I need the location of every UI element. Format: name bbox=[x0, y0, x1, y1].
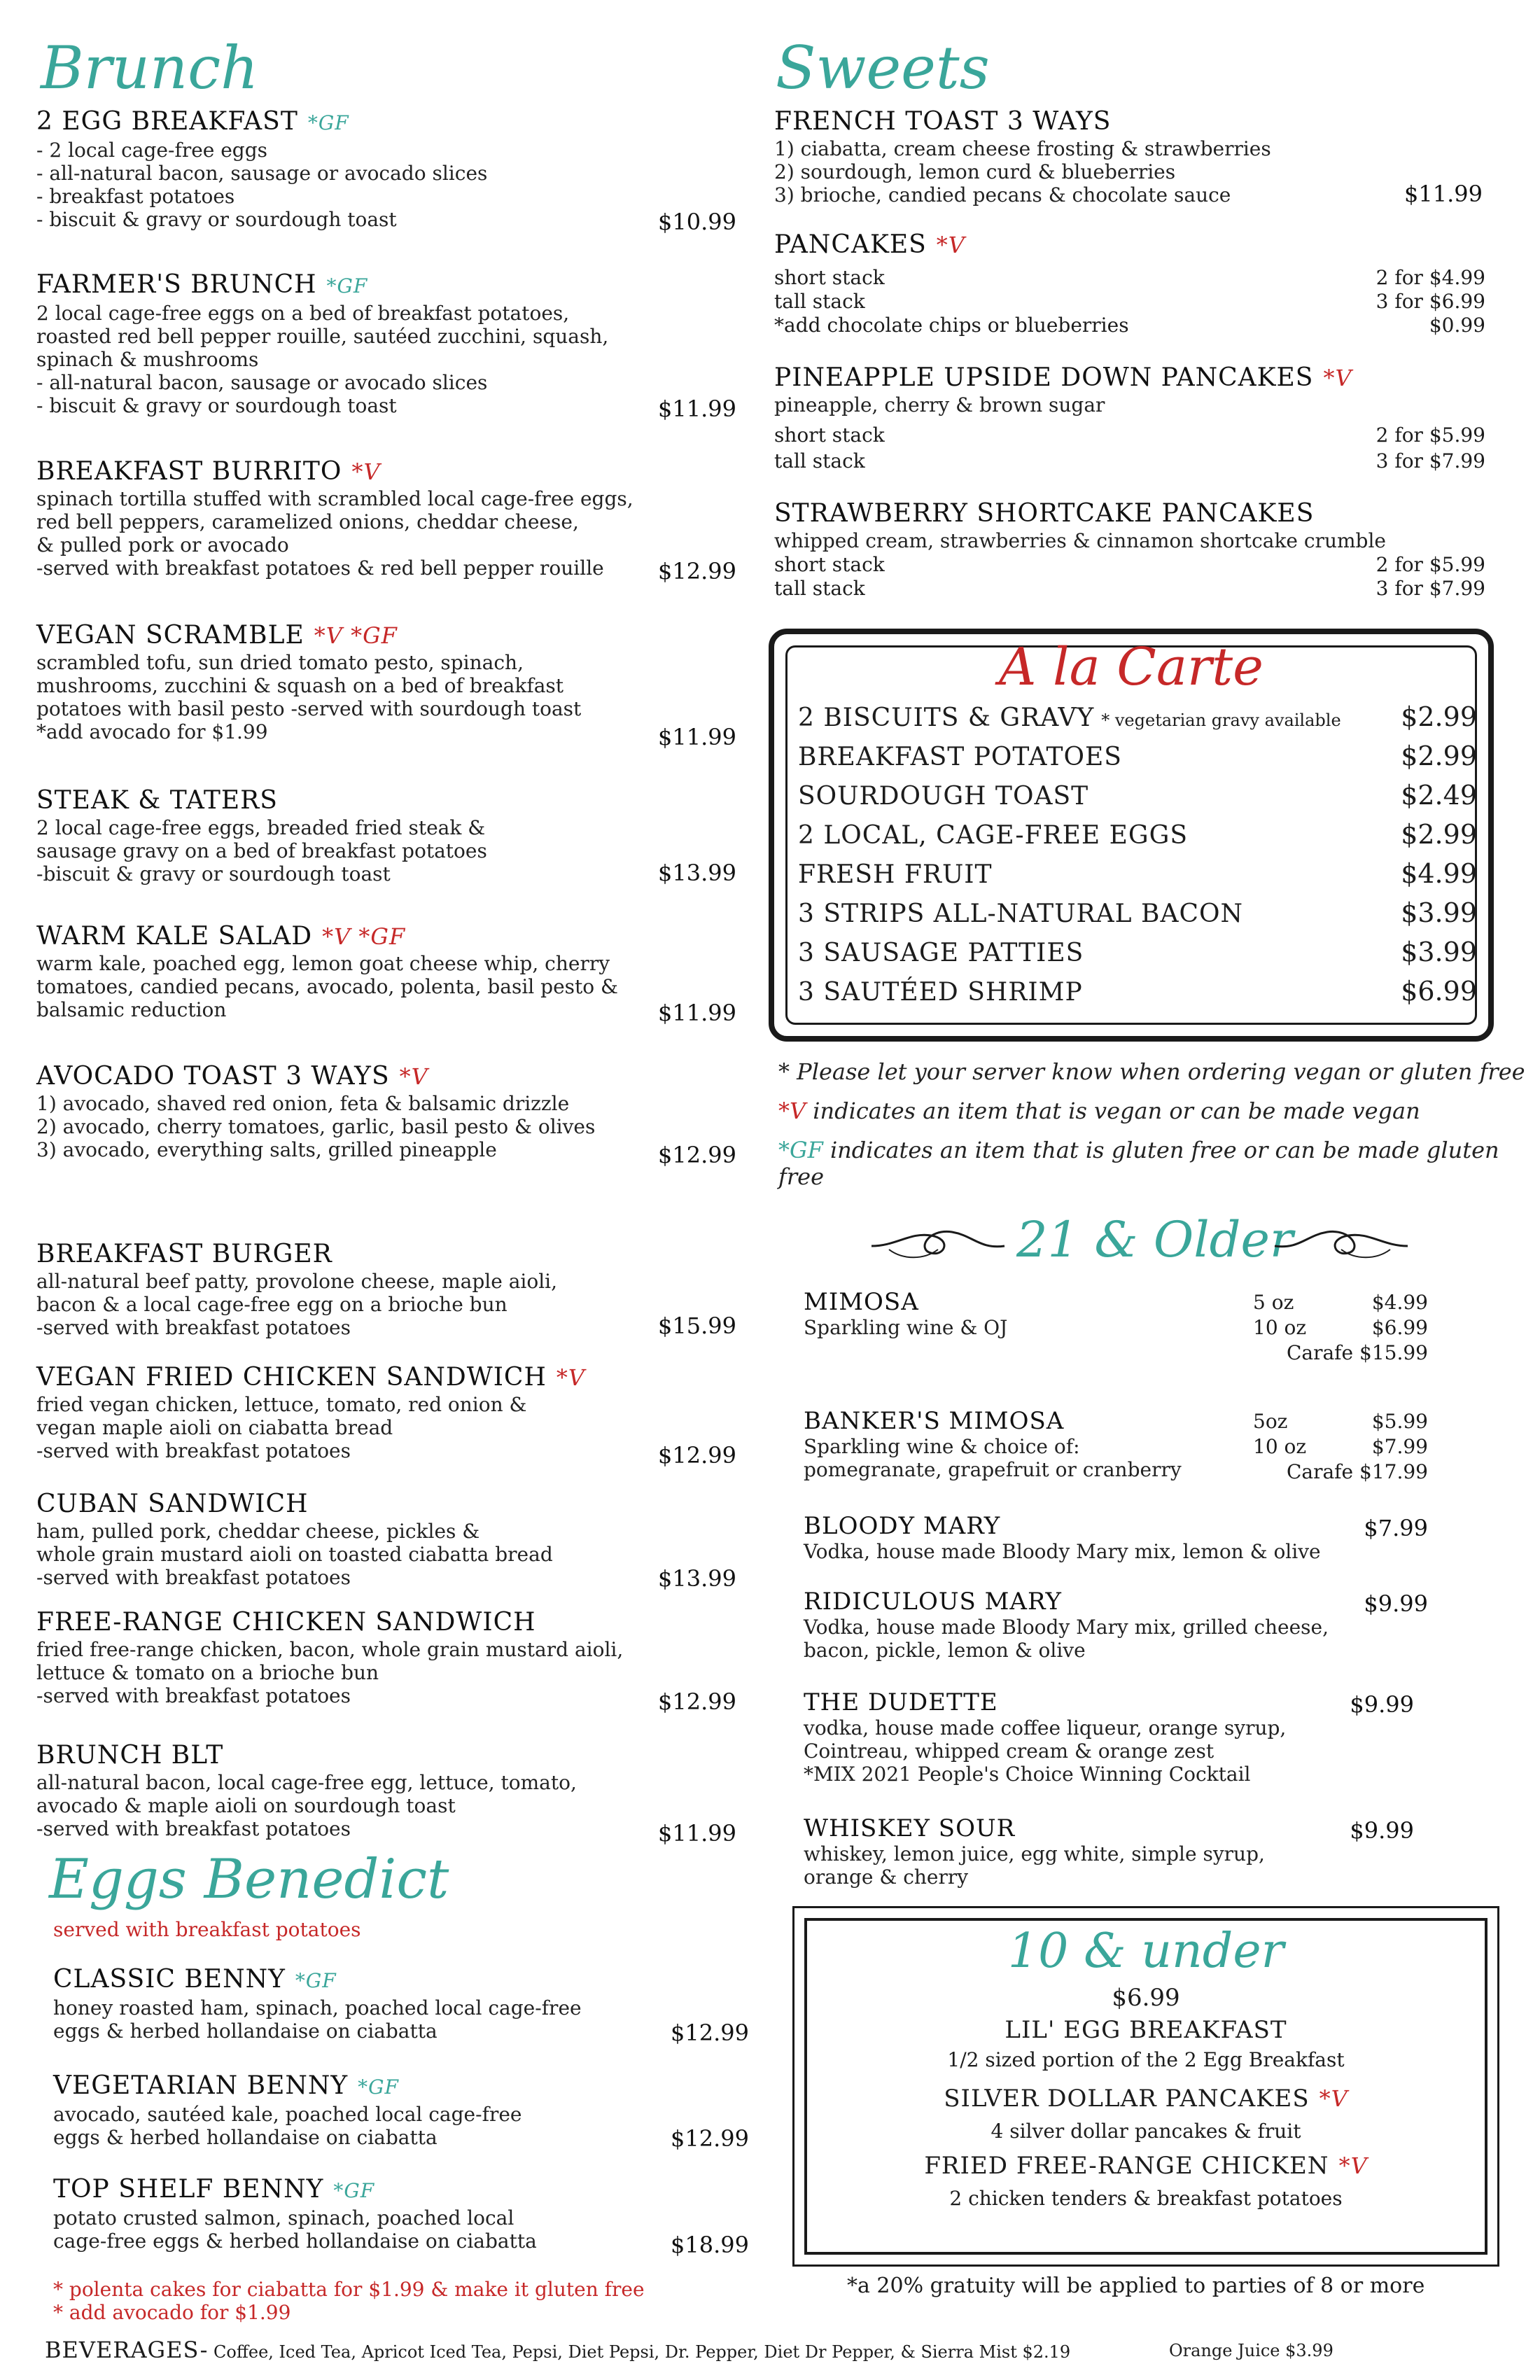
item-price: $12.99 bbox=[671, 2019, 749, 2046]
row-price: 3 for $7.99 bbox=[1376, 449, 1485, 472]
row-label: short stack bbox=[774, 553, 885, 576]
item-name: TOP SHELF BENNY bbox=[53, 2175, 324, 2204]
item-price: $11.99 bbox=[658, 724, 736, 750]
item-desc: fried vegan chicken, lettuce, tomato, red onion & bbox=[36, 1393, 527, 1416]
vegan-mark: *V bbox=[778, 1098, 806, 1124]
drink-name: BLOODY MARY bbox=[804, 1512, 1001, 1540]
carte-item bbox=[798, 858, 1477, 889]
item-desc: avocado & maple aioli on sourdough toast bbox=[36, 1794, 456, 1817]
item-desc: ham, pulled pork, cheddar cheese, pickles & bbox=[36, 1520, 480, 1543]
item-name: PANCAKES bbox=[774, 230, 927, 259]
drink-name: RIDICULOUS MARY bbox=[804, 1588, 1062, 1616]
item-desc: 2) avocado, cherry tomatoes, garlic, basil pesto & olives bbox=[36, 1115, 596, 1138]
carte-item-name: 2 BISCUITS & GRAVY bbox=[798, 704, 1095, 732]
item-desc: warm kale, poached egg, lemon goat cheese whip, cherry bbox=[36, 952, 610, 975]
kids-item-desc: 1/2 sized portion of the 2 Egg Breakfast bbox=[947, 2048, 1345, 2071]
item-name: FRENCH TOAST 3 WAYS bbox=[774, 107, 1112, 136]
vegan-legend bbox=[778, 1098, 1420, 1124]
kids-title: 10 & under bbox=[1007, 1924, 1284, 1979]
item-name: CUBAN SANDWICH bbox=[36, 1490, 309, 1518]
carte-item bbox=[798, 897, 1477, 928]
row-price: $0.99 bbox=[1429, 314, 1485, 337]
benedict-subtitle: served with breakfast potatoes bbox=[53, 1918, 361, 1941]
carte-item bbox=[798, 819, 1477, 850]
drink-size: 10 oz bbox=[1253, 1316, 1307, 1339]
carte-item-price: $2.49 bbox=[1401, 780, 1477, 811]
item-name: STEAK & TATERS bbox=[36, 786, 278, 815]
item-desc: 2 local cage-free eggs, breaded fried steak & bbox=[36, 816, 486, 839]
drinks-title: 21 & Older bbox=[1016, 1211, 1294, 1268]
gf-tag: *GF bbox=[333, 2179, 375, 2202]
item-desc: - biscuit & gravy or sourdough toast bbox=[36, 208, 397, 231]
item-name: VEGAN SCRAMBLE bbox=[36, 621, 304, 650]
row-label: tall stack bbox=[774, 449, 865, 472]
brunch-title: Brunch bbox=[41, 34, 259, 102]
server-note: * Please let your server know when ordering vegan or gluten free bbox=[778, 1058, 1525, 1085]
drink-size: 5 oz bbox=[1253, 1291, 1294, 1314]
drink-size: Carafe bbox=[1286, 1460, 1354, 1483]
item-price: $18.99 bbox=[671, 2232, 749, 2258]
carte-item-note: * vegetarian gravy available bbox=[1101, 710, 1341, 730]
item-desc: scrambled tofu, sun dried tomato pesto, spinach, bbox=[36, 651, 524, 674]
drink-desc: bacon, pickle, lemon & olive bbox=[804, 1639, 1086, 1662]
item-desc: pineapple, cherry & brown sugar bbox=[774, 393, 1105, 416]
drink-desc: Vodka, house made Bloody Mary mix, lemon & olive bbox=[804, 1540, 1321, 1563]
flourish-right-icon bbox=[1271, 1218, 1411, 1267]
item-desc: potatoes with basil pesto -served with sourdough toast bbox=[36, 697, 582, 720]
kids-item-desc: 2 chicken tenders & breakfast potatoes bbox=[949, 2187, 1343, 2210]
drink-desc: Sparkling wine & choice of: bbox=[804, 1435, 1080, 1458]
item-desc: -served with breakfast potatoes bbox=[36, 1439, 351, 1462]
row-label: tall stack bbox=[774, 290, 865, 313]
item-desc: spinach & mushrooms bbox=[36, 348, 259, 371]
kids-price: $6.99 bbox=[1112, 1984, 1180, 2012]
vegan-tag: *V bbox=[351, 458, 381, 485]
item-name: VEGAN FRIED CHICKEN SANDWICH bbox=[36, 1363, 547, 1392]
benedict-note: * polenta cakes for ciabatta for $1.99 & make it gluten free bbox=[53, 2278, 645, 2301]
drink-price: $7.99 bbox=[1364, 1515, 1428, 1541]
price-row bbox=[774, 553, 1485, 577]
drink-price-row bbox=[1253, 1341, 1428, 1365]
item-desc: 2 local cage-free eggs on a bed of breakfast potatoes, bbox=[36, 302, 570, 325]
gf-tag: *GF bbox=[358, 2076, 399, 2099]
carte-item-price: $2.99 bbox=[1401, 819, 1477, 850]
carte-item-name: 2 LOCAL, CAGE-FREE EGGS bbox=[798, 821, 1189, 850]
gf-tag: *GF bbox=[307, 111, 349, 134]
item-desc: 3) avocado, everything salts, grilled pineapple bbox=[36, 1138, 497, 1161]
item-desc: -served with breakfast potatoes & red bell pepper rouille bbox=[36, 556, 604, 580]
kids-item-name: SILVER DOLLAR PANCAKES bbox=[944, 2085, 1310, 2113]
item-name: BREAKFAST BURGER bbox=[36, 1240, 332, 1268]
carte-item bbox=[798, 780, 1477, 811]
carte-item-name: 3 SAUTÉED SHRIMP bbox=[798, 978, 1083, 1007]
item-desc: - 2 local cage-free eggs bbox=[36, 139, 268, 162]
item-desc: all-natural beef patty, provolone cheese, maple aioli, bbox=[36, 1270, 558, 1293]
item-price: $13.99 bbox=[658, 860, 736, 886]
carte-item-name: 3 STRIPS ALL-NATURAL BACON bbox=[798, 899, 1243, 928]
carte-item-name: 3 SAUSAGE PATTIES bbox=[798, 939, 1084, 967]
drink-desc: Vodka, house made Bloody Mary mix, grilled cheese, bbox=[804, 1616, 1329, 1639]
drink-desc: Sparkling wine & OJ bbox=[804, 1316, 1008, 1339]
item-desc: -served with breakfast potatoes bbox=[36, 1316, 351, 1339]
item-desc: 1) ciabatta, cream cheese frosting & strawberries bbox=[774, 137, 1271, 160]
drink-price: $4.99 bbox=[1371, 1291, 1428, 1314]
item-price: $15.99 bbox=[658, 1312, 736, 1339]
item-desc: honey roasted ham, spinach, poached local cage-free bbox=[53, 1996, 582, 2019]
row-label: short stack bbox=[774, 266, 885, 289]
item-desc: whole grain mustard aioli on toasted ciabatta bread bbox=[36, 1543, 553, 1566]
item-name: STRAWBERRY SHORTCAKE PANCAKES bbox=[774, 499, 1315, 528]
kids-item bbox=[792, 2085, 1499, 2143]
item-price: $13.99 bbox=[658, 1565, 736, 1592]
item-price: $10.99 bbox=[658, 209, 736, 235]
item-desc: -biscuit & gravy or sourdough toast bbox=[36, 862, 391, 886]
kids-item-name: LIL' EGG BREAKFAST bbox=[1004, 2016, 1287, 2044]
pineapple-pancakes bbox=[774, 363, 1488, 416]
drink-desc: pomegranate, grapefruit or cranberry bbox=[804, 1458, 1182, 1481]
item-price: $12.99 bbox=[658, 1142, 736, 1168]
item-desc: potato crusted salmon, spinach, poached local bbox=[53, 2206, 514, 2230]
item-desc: eggs & herbed hollandaise on ciabatta bbox=[53, 2019, 438, 2043]
item-price: $11.99 bbox=[658, 1820, 736, 1847]
item-name: CLASSIC BENNY bbox=[53, 1965, 286, 1994]
kids-item-name: FRIED FREE-RANGE CHICKEN bbox=[924, 2152, 1329, 2180]
item-price: $12.99 bbox=[658, 1442, 736, 1469]
beverages-line bbox=[45, 2337, 1070, 2363]
drink-price-row bbox=[1253, 1316, 1428, 1340]
item-desc: cage-free eggs & herbed hollandaise on ciabatta bbox=[53, 2230, 537, 2253]
gf-tag: *GF bbox=[326, 274, 368, 298]
drink-desc: whiskey, lemon juice, egg white, simple syrup, bbox=[804, 1842, 1265, 1865]
vegan-gf-tag: *V *GF bbox=[314, 622, 398, 649]
item-price: $11.99 bbox=[658, 1000, 736, 1026]
item-desc: *add avocado for $1.99 bbox=[36, 720, 268, 743]
vegan-tag: *V bbox=[399, 1063, 428, 1090]
benedict-note: * add avocado for $1.99 bbox=[53, 2301, 291, 2324]
item-desc: & pulled pork or avocado bbox=[36, 533, 289, 556]
item-name: FARMER'S BRUNCH bbox=[36, 270, 317, 299]
vegan-tag: *V bbox=[1319, 2085, 1348, 2112]
vegan-tag: *V bbox=[1323, 365, 1352, 391]
item-price: $11.99 bbox=[658, 396, 736, 422]
drink-price: $6.99 bbox=[1371, 1316, 1428, 1339]
kids-item-desc: 4 silver dollar pancakes & fruit bbox=[990, 2120, 1301, 2143]
kids-item bbox=[792, 2016, 1499, 2071]
shortcake-pancakes bbox=[774, 498, 1488, 552]
beverages-list: Coffee, Iced Tea, Apricot Iced Tea, Pepsi, Diet Pepsi, Dr. Pepper, Diet Dr Pepper, & Sierra Mist $2.19 bbox=[214, 2342, 1071, 2362]
item-price: $12.99 bbox=[658, 558, 736, 584]
drink-size: 10 oz bbox=[1253, 1435, 1307, 1458]
drink-desc: vodka, house made coffee liqueur, orange syrup, bbox=[804, 1716, 1287, 1740]
price-row bbox=[774, 266, 1485, 290]
drink-desc: orange & cherry bbox=[804, 1865, 969, 1889]
orange-juice: Orange Juice $3.99 bbox=[1169, 2341, 1334, 2360]
gratuity-note: *a 20% gratuity will be applied to parties of 8 or more bbox=[847, 2274, 1425, 2298]
item-desc: mushrooms, zucchini & squash on a bed of breakfast bbox=[36, 674, 564, 697]
item-desc: -served with breakfast potatoes bbox=[36, 1817, 351, 1840]
benedict-title: Eggs Benedict bbox=[49, 1848, 449, 1911]
item-desc: - breakfast potatoes bbox=[36, 185, 235, 208]
row-price: 3 for $7.99 bbox=[1376, 577, 1485, 600]
item-desc: avocado, sautéed kale, poached local cage-free bbox=[53, 2103, 522, 2126]
drink-price: $9.99 bbox=[1350, 1817, 1414, 1844]
item-desc: sausage gravy on a bed of breakfast potatoes bbox=[36, 839, 487, 862]
drink-price: $17.99 bbox=[1359, 1460, 1428, 1483]
item-desc: - all-natural bacon, sausage or avocado slices bbox=[36, 162, 488, 185]
item-desc: 3) brioche, candied pecans & chocolate sauce bbox=[774, 183, 1231, 206]
beverages-label: BEVERAGES- bbox=[45, 2337, 209, 2363]
gf-tag: *GF bbox=[295, 1969, 337, 1992]
vegan-tag: *V bbox=[556, 1364, 585, 1391]
item-desc: tomatoes, candied pecans, avocado, polenta, basil pesto & bbox=[36, 975, 618, 998]
price-row bbox=[774, 449, 1485, 473]
drink-price: $9.99 bbox=[1364, 1590, 1428, 1617]
item-desc: - biscuit & gravy or sourdough toast bbox=[36, 394, 397, 417]
drink-name: BANKER'S MIMOSA bbox=[804, 1407, 1065, 1435]
item-desc: 1) avocado, shaved red onion, feta & balsamic drizzle bbox=[36, 1092, 570, 1115]
item-name: BREAKFAST BURRITO bbox=[36, 457, 342, 486]
kids-item bbox=[792, 2152, 1499, 2210]
drink-price-row bbox=[1253, 1291, 1428, 1315]
item-name: FREE-RANGE CHICKEN SANDWICH bbox=[36, 1608, 536, 1637]
row-price: 2 for $5.99 bbox=[1376, 424, 1485, 447]
row-price: 3 for $6.99 bbox=[1376, 290, 1485, 313]
carte-item-price: $3.99 bbox=[1401, 937, 1477, 967]
drink-price-row bbox=[1253, 1410, 1428, 1434]
carte-item bbox=[798, 976, 1477, 1007]
carte-item-price: $4.99 bbox=[1401, 858, 1477, 889]
item-desc: bacon & a local cage-free egg on a brioche bun bbox=[36, 1293, 507, 1316]
drink-desc: Cointreau, whipped cream & orange zest bbox=[804, 1740, 1214, 1763]
gf-legend bbox=[778, 1137, 1540, 1190]
drink-price-row bbox=[1253, 1435, 1428, 1459]
carte-item-name: SOURDOUGH TOAST bbox=[798, 782, 1089, 811]
carte-item bbox=[798, 937, 1477, 967]
drink-size: Carafe bbox=[1286, 1341, 1354, 1364]
carte-item-price: $3.99 bbox=[1401, 897, 1477, 928]
vegan-gf-tag: *V *GF bbox=[322, 923, 406, 950]
item-desc: balsamic reduction bbox=[36, 998, 227, 1021]
row-label: short stack bbox=[774, 424, 885, 447]
item-name: WARM KALE SALAD bbox=[36, 922, 313, 951]
gf-mark: *GF bbox=[778, 1137, 823, 1163]
row-price: 2 for $5.99 bbox=[1376, 553, 1485, 576]
item-name: AVOCADO TOAST 3 WAYS bbox=[36, 1062, 390, 1091]
flourish-left-icon bbox=[868, 1218, 1008, 1267]
item-name: VEGETARIAN BENNY bbox=[53, 2071, 349, 2100]
item-desc: 2) sourdough, lemon curd & blueberries bbox=[774, 160, 1176, 183]
item-name: 2 EGG BREAKFAST bbox=[36, 107, 298, 136]
item-desc: -served with breakfast potatoes bbox=[36, 1684, 351, 1707]
item-desc: roasted red bell pepper rouille, sautéed zucchini, squash, bbox=[36, 325, 609, 348]
item-price: $12.99 bbox=[671, 2125, 749, 2152]
drink-desc: *MIX 2021 People's Choice Winning Cocktail bbox=[804, 1763, 1251, 1786]
vegan-tag: *V bbox=[1338, 2152, 1368, 2179]
carte-item-price: $2.99 bbox=[1401, 741, 1477, 771]
item-name: BRUNCH BLT bbox=[36, 1741, 224, 1770]
row-price: 2 for $4.99 bbox=[1376, 266, 1485, 289]
item-desc: spinach tortilla stuffed with scrambled local cage-free eggs, bbox=[36, 487, 634, 510]
item-desc: -served with breakfast potatoes bbox=[36, 1566, 351, 1589]
row-label: tall stack bbox=[774, 577, 865, 600]
drink-price: $9.99 bbox=[1350, 1691, 1414, 1718]
item-name: PINEAPPLE UPSIDE DOWN PANCAKES bbox=[774, 363, 1314, 392]
item-desc: lettuce & tomato on a brioche bun bbox=[36, 1661, 379, 1684]
gf-legend-text: indicates an item that is gluten free or can be made gluten free bbox=[778, 1137, 1499, 1190]
item-desc: all-natural bacon, local cage-free egg, lettuce, tomato, bbox=[36, 1771, 577, 1794]
item-price: $11.99 bbox=[1404, 181, 1483, 207]
price-row bbox=[774, 314, 1485, 337]
carte-item bbox=[798, 741, 1477, 771]
item-desc: whipped cream, strawberries & cinnamon shortcake crumble bbox=[774, 529, 1386, 552]
carte-item-name: FRESH FRUIT bbox=[798, 860, 993, 889]
drink-name: THE DUDETTE bbox=[804, 1688, 998, 1716]
drink-name: WHISKEY SOUR bbox=[804, 1814, 1016, 1842]
carte-item-name: BREAKFAST POTATOES bbox=[798, 743, 1122, 771]
row-label: *add chocolate chips or blueberries bbox=[774, 314, 1129, 337]
a-la-carte-title: A la Carte bbox=[999, 637, 1264, 697]
drink-price: $7.99 bbox=[1371, 1435, 1428, 1458]
price-row bbox=[774, 424, 1485, 447]
carte-item bbox=[798, 701, 1477, 732]
sweets-title: Sweets bbox=[776, 34, 990, 102]
drink-price-row bbox=[1253, 1460, 1428, 1484]
item-desc: vegan maple aioli on ciabatta bread bbox=[36, 1416, 393, 1439]
drink-name: MIMOSA bbox=[804, 1288, 919, 1316]
price-row bbox=[774, 290, 1485, 314]
drink-size: 5oz bbox=[1253, 1410, 1288, 1433]
benedict-notes bbox=[53, 2278, 645, 2324]
pancakes bbox=[774, 230, 1488, 260]
item-desc: - all-natural bacon, sausage or avocado slices bbox=[36, 371, 488, 394]
item-desc: red bell peppers, caramelized onions, cheddar cheese, bbox=[36, 510, 579, 533]
vegan-legend-text: indicates an item that is vegan or can be made vegan bbox=[813, 1098, 1420, 1124]
item-desc: eggs & herbed hollandaise on ciabatta bbox=[53, 2126, 438, 2149]
carte-item-price: $6.99 bbox=[1401, 976, 1477, 1007]
drink-price: $5.99 bbox=[1371, 1410, 1428, 1433]
carte-item-price: $2.99 bbox=[1401, 701, 1477, 732]
drink-price: $15.99 bbox=[1359, 1341, 1428, 1364]
item-price: $12.99 bbox=[658, 1688, 736, 1715]
vegan-tag: *V bbox=[936, 232, 965, 258]
price-row bbox=[774, 577, 1485, 601]
item-desc: fried free-range chicken, bacon, whole grain mustard aioli, bbox=[36, 1638, 624, 1661]
